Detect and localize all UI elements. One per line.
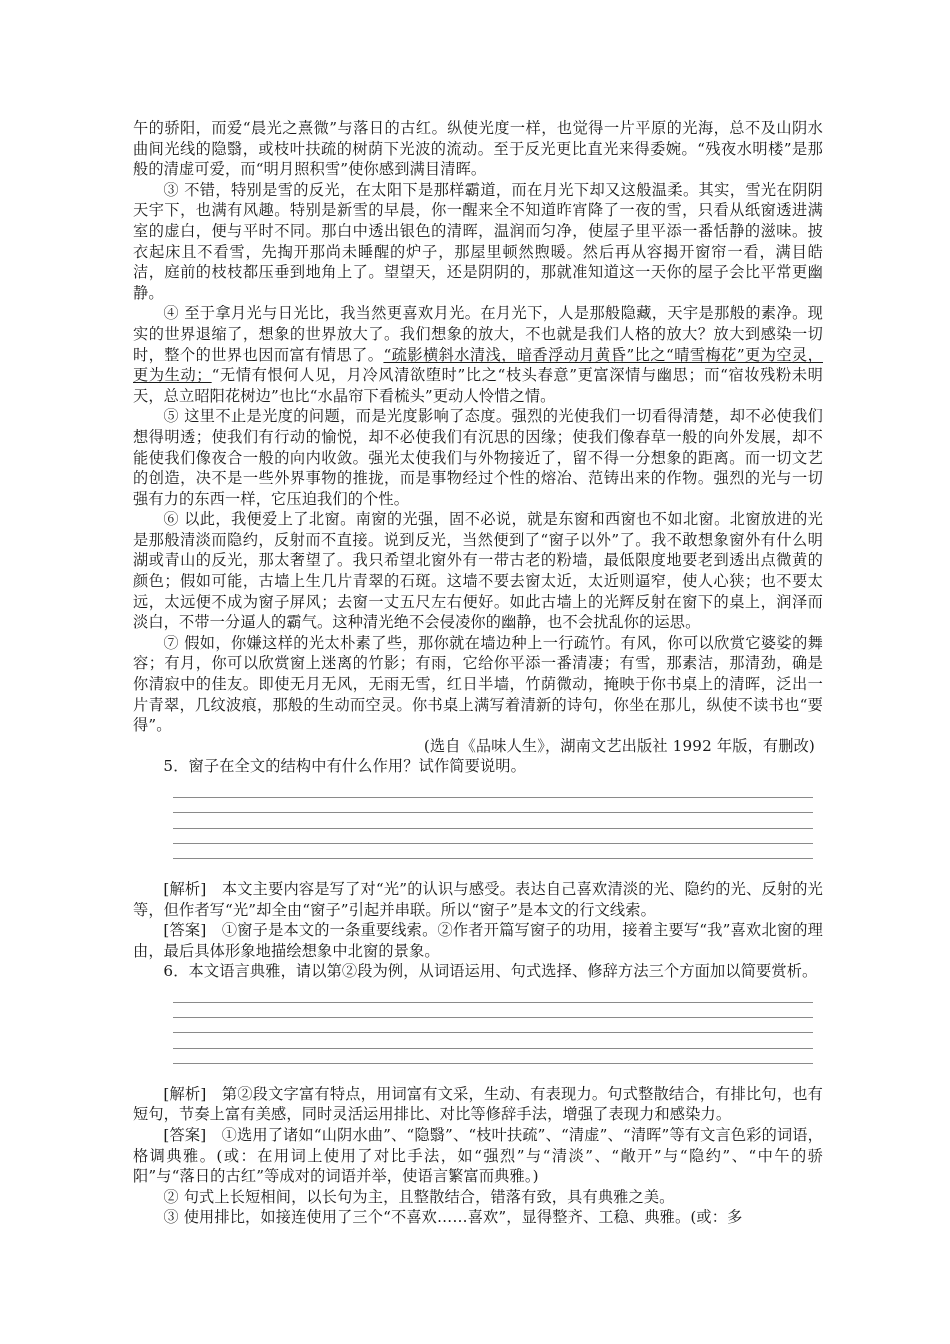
answer-line bbox=[173, 783, 813, 798]
q5-analysis: [解析] 本文主要内容是写了对“光”的认识与感受。表达自己喜欢清淡的光、隐约的光、反射的光等，但作者写“光”却全由“窗子”引起并串联。所以“窗子”是本文的行文线索。 bbox=[133, 879, 823, 919]
q6-analysis: [解析] 第②段文字富有特点，用词富有文采，生动、有表现力。句式整散结合，有排比句，也有短句，节奏上富有美感，同时灵活运用排比、对比等修辞手法，增强了表现力和感染力。 bbox=[133, 1084, 823, 1124]
source-citation: (选自《品味人生》，湖南文艺出版社 1992 年版，有删改) bbox=[423, 736, 815, 755]
paragraph-4-text-a: ④ 至于拿月光与日光比，我当然更喜欢月光。在月光下，人是那般隐藏，天宇是那般的素净。现实的世界退缩了，想象的世界放大了。我们想象的放大，不也就是我们人格的放大？放大到感染一切时，整个的世界也因而富有情思了。 bbox=[133, 304, 823, 364]
answer-line bbox=[173, 1003, 813, 1018]
paragraph-7: ⑦ 假如，你嫌这样的光太朴素了些，那你就在墙边种上一行疏竹。有风，你可以欣赏它婆娑的舞容；有月，你可以欣赏窗上迷离的竹影；有雨，它给你平添一番清凄；有雪，那素洁，那清劲，确是你清寂中的佳友。即使无月无风，无雨无雪，红日半墙，竹荫微动，掩映于你书桌上的清晖，泛出一片青翠，几纹波痕，那般的生动而空灵。你书桌上满写着清新的诗句，你坐在那儿，纵使不读书也“要得”。 bbox=[133, 633, 823, 735]
answer-line bbox=[173, 1018, 813, 1033]
q6-answer-1: [答案] ①选用了诸如“山阴水曲”、“隐翳”、“枝叶扶疏”、“清虚”、“清晖”等有文言色彩的词语，格调典雅。(或：在用词上使用了对比手法，如“强烈”与“清淡”、“敞开”与“隐约”、“中午的骄阳”与“落日的古红”等成对的词语并举，使语言繁富而典雅。) bbox=[133, 1126, 823, 1186]
question-6: 6．本文语言典雅，请以第②段为例，从词语运用、句式选择、修辞方法三个方面加以简要赏析。 bbox=[163, 962, 818, 981]
paragraph-2-tail: 午的骄阳，而爱“晨光之熹微”与落日的古红。纵使光度一样，也觉得一片平原的光海，总不及山阴水曲间光线的隐翳，或枝叶扶疏的树荫下光波的流动。至于反光更比直光来得委婉。“残夜水明楼”是那般的清虚可爱，而“明月照积雪”使你感到满目清晖。 bbox=[133, 119, 823, 179]
answer-lines-q5[interactable] bbox=[133, 783, 823, 859]
paragraph-6: ⑥ 以此，我便爱上了北窗。南窗的光强，固不必说，就是东窗和西窗也不如北窗。北窗放进的光是那般清淡而隐约，反射而不直接。说到反光，当然便到了“窗子以外”了。我不敢想象窗外有什么明湖或青山的反光，那太奢望了。我只希望北窗外有一带古老的粉墙，最低限度地要老到透出点微黄的颜色；假如可能，古墙上生几片青翠的石斑。这墙不要去窗太近，太近则逼窄，使人心狭；也不要太远，太远便不成为窗子屏风；去窗一丈五尺左右便好。如此古墙上的光辉反射在窗下的桌上，润泽而淡白，不带一分逼人的霸气。这种清光绝不会侵凌你的幽静，也不会扰乱你的运思。 bbox=[133, 510, 823, 632]
answer-line bbox=[173, 829, 813, 844]
answer-line bbox=[173, 844, 813, 859]
answer-line bbox=[173, 798, 813, 813]
paragraph-4-text-b: “无情有恨何人见，月冷风清欲堕时”比之“枝头春意”更富深情与幽思；而“宿妆残粉未明天，总立昭阳花树边”也比“水晶帘下看梳头”更动人怜惜之情。 bbox=[133, 366, 823, 405]
q5-answer: [答案] ①窗子是本文的一条重要线索。②作者开篇写窗子的功用，接着主要写“我”喜欢北窗的理由，最后具体形象地描绘想象中北窗的景象。 bbox=[133, 921, 823, 960]
document-page bbox=[133, 118, 823, 1228]
paragraph-5: ⑤ 这里不止是光度的问题，而是光度影响了态度。强烈的光使我们一切看得清楚，却不必使我们想得明透；使我们有行动的愉悦，却不必使我们有沉思的因缘；使我们像春草一般的向外发展，却不能使我们像夜合一般的向内收敛。强光太使我们与外物接近了，留不得一分想象的距离。而一切文艺的创造，决不是一些外界事物的推拢，而是事物经过个性的熔冶、范铸出来的作物。强烈的光与一切强有力的东西一样，它压迫我们的个性。 bbox=[133, 407, 823, 508]
q6-answer-2: ② 句式上长短相间，以长句为主，且整散结合，错落有致，具有典雅之美。 bbox=[163, 1187, 675, 1206]
answer-line bbox=[173, 1033, 813, 1048]
q6-answer-3: ③ 使用排比，如接连使用了三个“不喜欢……喜欢”，显得整齐、工稳、典雅。(或：多 bbox=[163, 1208, 743, 1227]
answer-line bbox=[173, 813, 813, 828]
answer-line bbox=[173, 988, 813, 1003]
question-5: 5．窗子在全文的结构中有什么作用？试作简要说明。 bbox=[163, 757, 526, 776]
paragraph-4 bbox=[133, 303, 823, 406]
paragraph-3: ③ 不错，特别是雪的反光，在太阳下是那样霸道，而在月光下却又这般温柔。其实，雪光在阴阴天宇下，也满有风趣。特别是新雪的早晨，你一醒来全不知道昨宵降了一夜的雪，只看从纸窗透进满室的虚白，便与平时不同。那白中透出银色的清晖，温润而匀净，使屋子里平添一番恬静的滋味。披衣起床且不看雪，先掏开那尚未睡醒的炉子，那屋里顿然煦暖。然后再从容揭开窗帘一看，满目皓洁，庭前的枝枝都压垂到地角上了。望望天，还是阴阴的，那就准知道这一天你的屋子会比平常更幽静。 bbox=[133, 180, 823, 302]
paragraph-4-underlined: “疏影横斜水清浅，暗香浮动月黄昏”比之“晴雪梅花”更为空灵，更为生动； bbox=[133, 345, 823, 385]
answer-lines-q6[interactable] bbox=[133, 988, 823, 1064]
answer-line bbox=[173, 1049, 813, 1064]
